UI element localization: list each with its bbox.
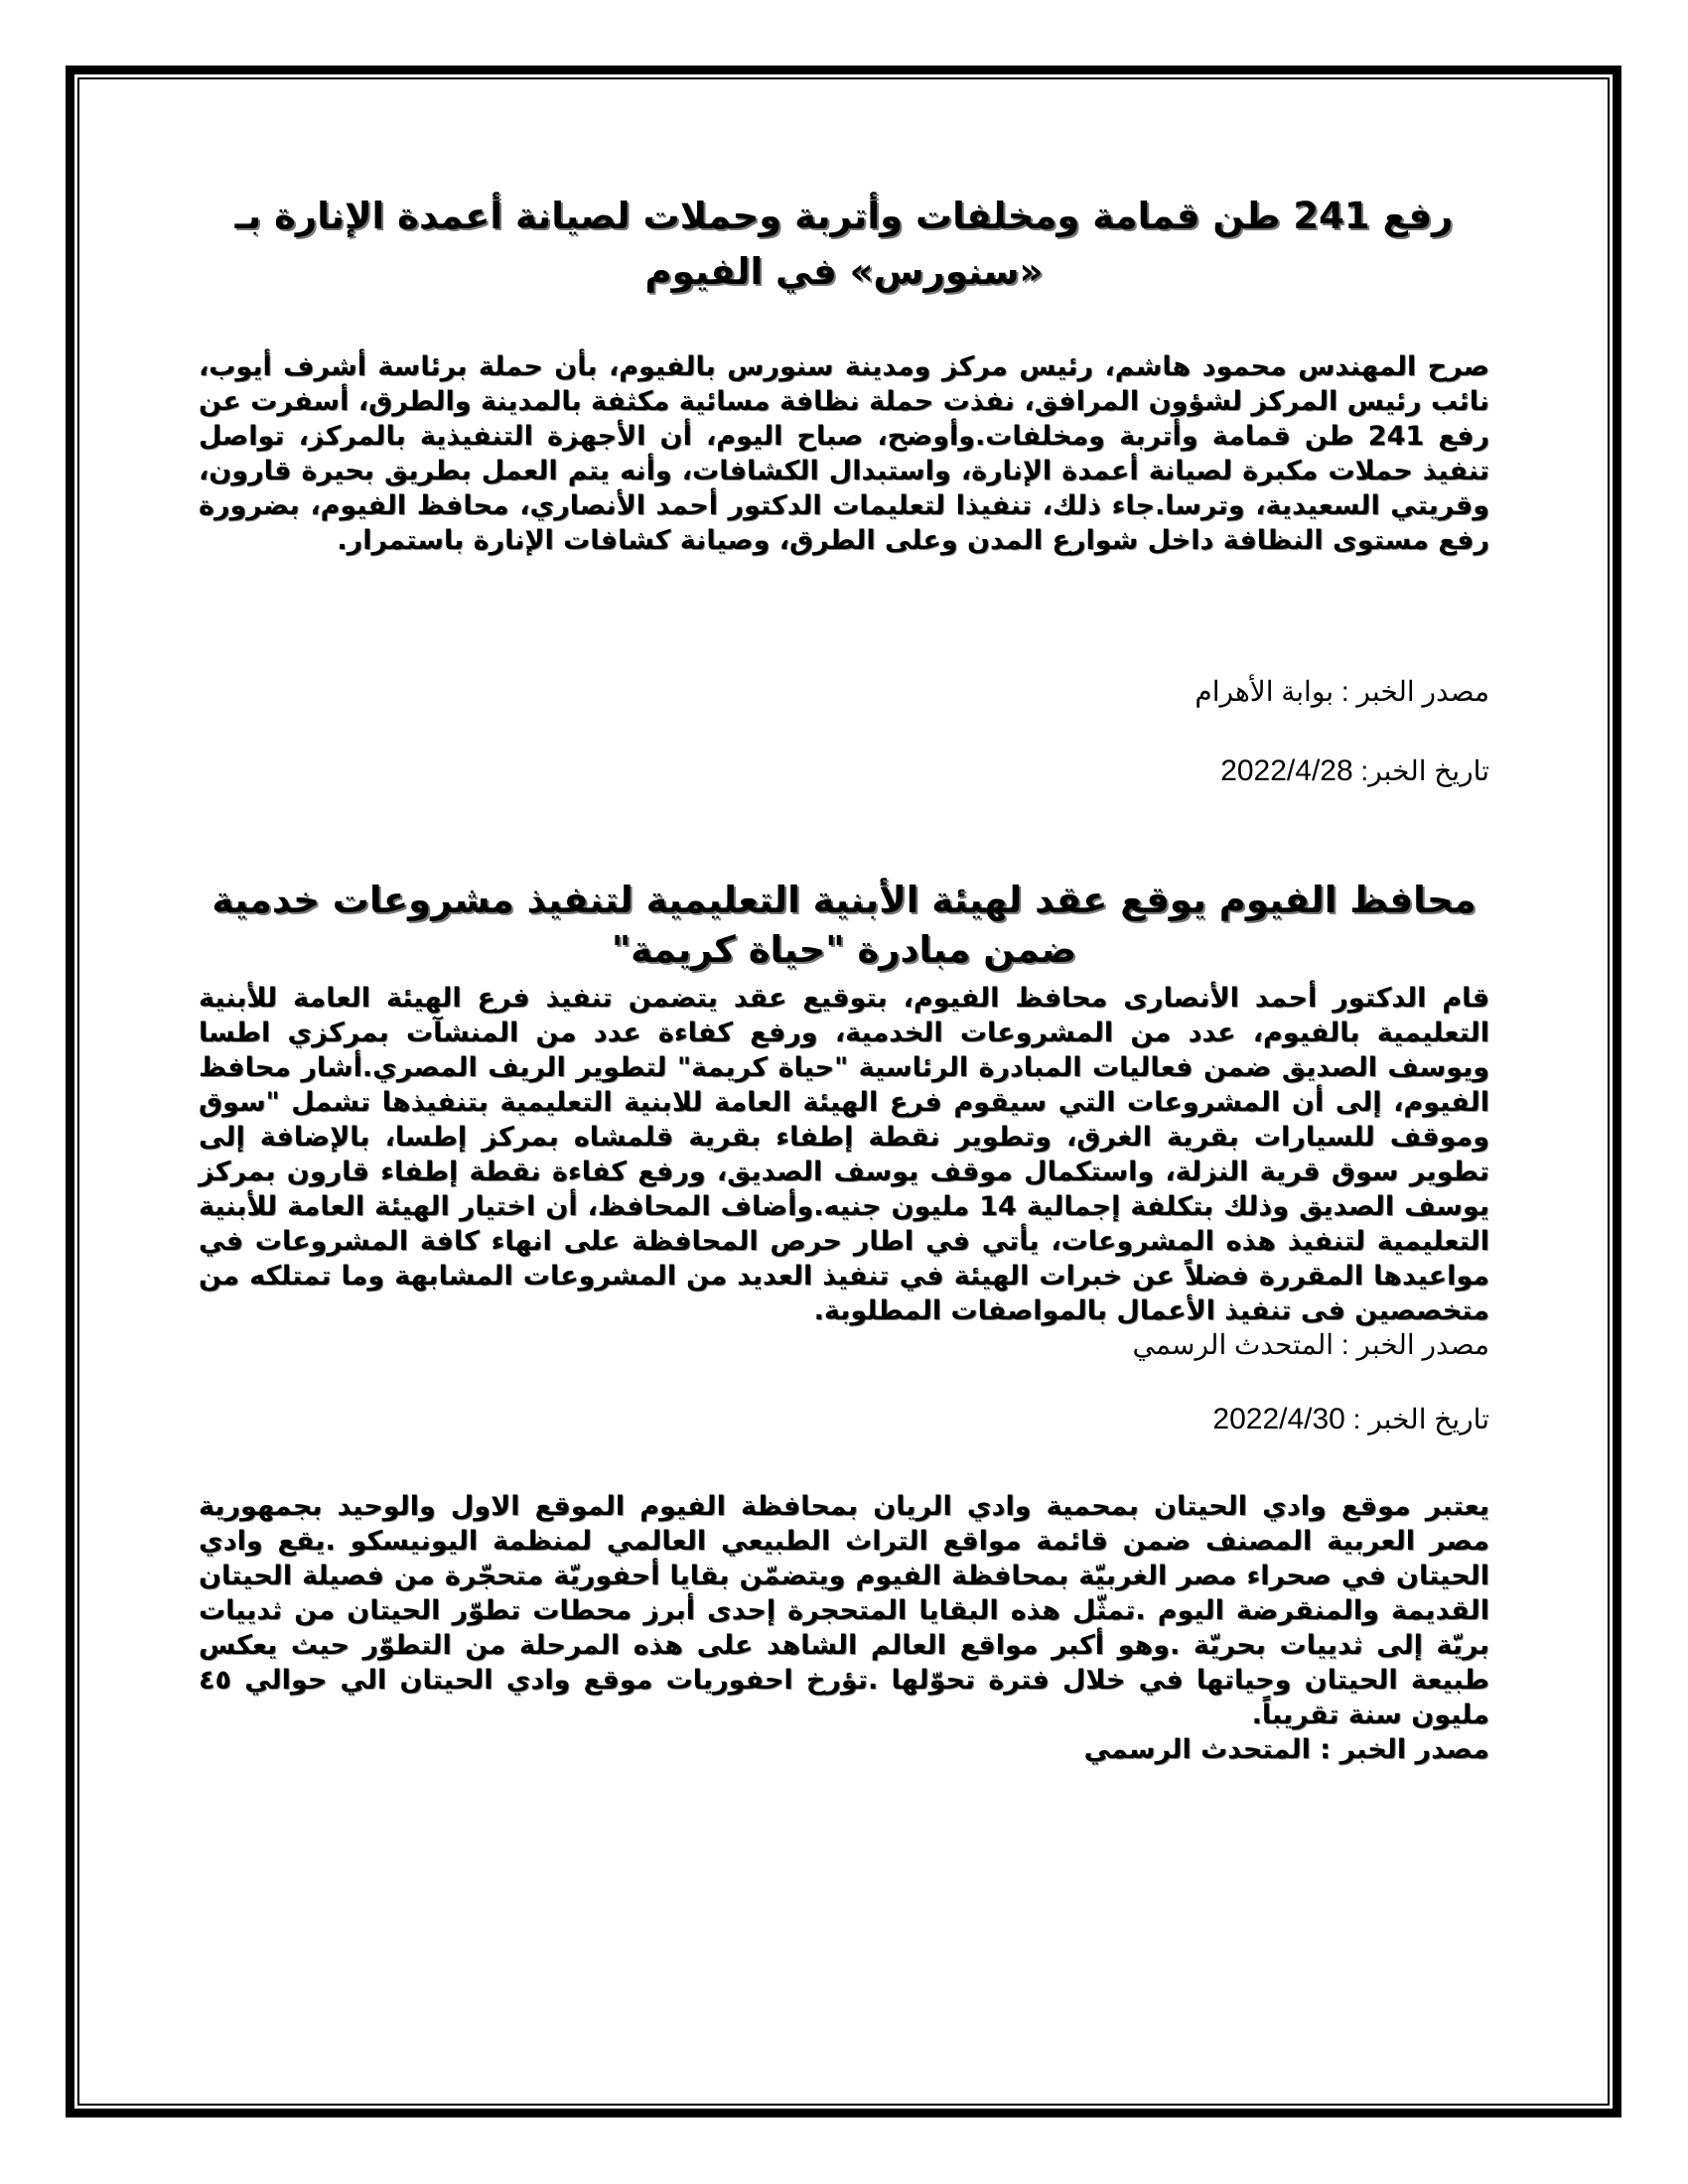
source-value: المتحدث الرسمي <box>1083 1734 1311 1765</box>
source-label: مصدر الخبر : <box>1334 1329 1489 1360</box>
source-label: مصدر الخبر : <box>1334 676 1489 707</box>
article-2-date <box>199 1400 1489 1439</box>
article-1 <box>199 189 1489 791</box>
source-label: مصدر الخبر : <box>1310 1734 1489 1765</box>
date-value: 2022/4/30 <box>1212 1403 1345 1435</box>
article-3-body: يعتبر موقع وادي الحيتان بمحمية وادي الريان بمحافظة الفيوم الموقع الاول والوحيد بجمهورية مصر العربية المصنف ضمن قائمة مواقع التراث الطبيعي العالمي لمنظمة اليونيسكو .يقع وادي الحيتان في صحراء مصر الغربيّة بمحافظة الفيوم ويتضمّن بقايا أحفوريّة متحجّرة من فصيلة الحيتان القديمة والمنقرضة اليوم .تمثّل هذه البقايا المتحجرة إحدى أبرز محطات تطوّر الحيتان من ثدييات بريّة إلى ثدييات بحريّة .وهو أكبر مواقع العالم الشاهد على هذه المرحلة من التطوّر حيث يعكس طبيعة الحيتان وحياتها في خلال فترة تحوّلها .تؤرخ احفوريات موقع وادي الحيتان الي حوالي ٤٥ مليون سنة تقريباً. <box>199 1491 1489 1730</box>
article-1-title: رفع 241 طن قمامة ومخلفات وأتربة وحملات لصيانة أعمدة الإنارة بـ «سنورس» في الفيوم <box>234 195 1454 293</box>
article-1-source <box>199 672 1489 712</box>
source-value: بوابة الأهرام <box>1195 676 1335 707</box>
date-value: 2022/4/28 <box>1220 754 1353 787</box>
article-3 <box>199 1489 1489 1767</box>
article-3-source <box>199 1732 1489 1767</box>
article-2 <box>199 876 1489 1439</box>
date-label: تاريخ الخبر : <box>1344 1404 1489 1434</box>
document-page <box>199 179 1489 1767</box>
date-label: تاريخ الخبر: <box>1352 755 1489 786</box>
article-1-body: صرح المهندس محمود هاشم، رئيس مركز ومدينة سنورس بالفيوم، بأن حملة برئاسة أشرف أيوب، نائب رئيس المركز لشؤون المرافق، نفذت حملة نظافة مسائية مكثفة بالمدينة والطرق، أسفرت عن رفع 241 طن قمامة وأتربة ومخلفات.وأوضح، صباح اليوم، أن الأجهزة التنفيذية بالمركز، تواصل تنفيذ حملات مكبرة لصيانة أعمدة الإنارة، واستبدال الكشافات، وأنه يتم العمل بطريق بحيرة قارون، وقريتي السعيدية، وترسا.جاء ذلك، تنفيذا لتعليمات الدكتور أحمد الأنصاري، محافظ الفيوم، بضرورة رفع مستوى النظافة داخل شوارع المدن وعلى الطرق، وصيانة كشافات الإنارة باستمرار. <box>199 351 1489 556</box>
article-2-body: قام الدكتور أحمد الأنصارى محافظ الفيوم، بتوقيع عقد يتضمن تنفيذ فرع الهيئة العامة للأبنية التعليمية بالفيوم، عدد من المشروعات الخدمية، ورفع كفاءة عدد من المنشآت بمركزي اطسا ويوسف الصديق ضمن فعاليات المبادرة الرئاسية "حياة كريمة" لتطوير الريف المصري.أشار محافظ الفيوم، إلى أن المشروعات التي سيقوم فرع الهيئة العامة للابنية التعليمية بتنفيذها تشمل "سوق وموقف للسيارات بقرية الغرق، وتطوير نقطة إطفاء بقرية قلمشاه بمركز إطسا، بالإضافة إلى تطوير سوق قرية النزلة، واستكمال موقف يوسف الصديق، ورفع كفاءة نقطة إطفاء قارون بمركز يوسف الصديق وذلك بتكلفة إجمالية 14 مليون جنيه.وأضاف المحافظ، أن اختيار الهيئة العامة للأبنية التعليمية لتنفيذ هذه المشروعات، يأتي في اطار حرص المحافظة على انهاء كافة المشروعات في مواعيدها المقررة فضلاً عن خبرات الهيئة في تنفيذ العديد من المشروعات المشابهة وما تمتلكه من متخصصين فى تنفيذ الأعمال بالمواصفات المطلوبة. <box>199 983 1490 1326</box>
article-1-date <box>199 751 1489 791</box>
article-2-source <box>199 1328 1489 1362</box>
article-2-title: محافظ الفيوم يوقع عقد لهيئة الأبنية التعليمية لتنفيذ مشروعات خدمية ضمن مبادرة "حياة كريمة" <box>211 879 1477 971</box>
source-value: المتحدث الرسمي <box>1132 1329 1335 1360</box>
